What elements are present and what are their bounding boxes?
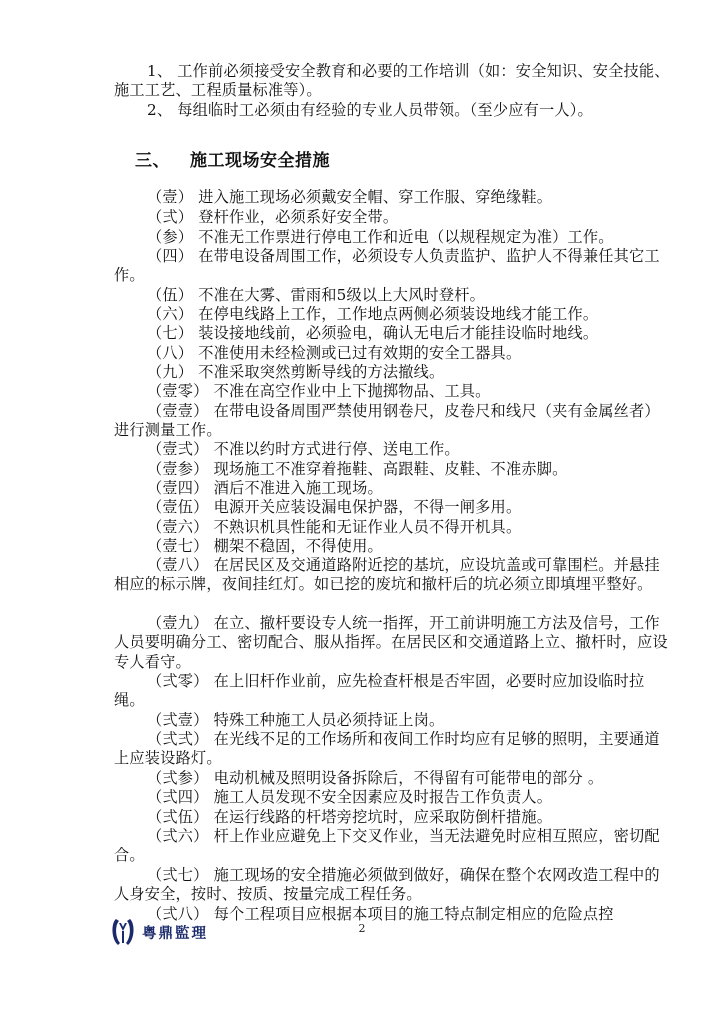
list-item: （四） 在带电设备周围工作，必须设专人负责监护、监护人不得兼任其它工作。 — [114, 247, 660, 285]
logo-text: 粤鼎監理 — [142, 925, 208, 942]
list-item: （八） 不准使用未经检测或已过有效期的安全工器具。 — [147, 344, 522, 362]
list-item: （壹） 进入施工现场必须戴安全帽、穿工作服、穿绝缘鞋。 — [147, 188, 553, 206]
section-number: 三、 — [135, 151, 170, 171]
list-item: （弍零） 在上旧杆作业前，应先检查杆根是否牢固，必要时应加设临时拉绳。 — [114, 672, 645, 710]
list-item: （弍弍） 在光线不足的工作场所和夜间工作时均应有足够的照明，主要通道上应装设路灯。 — [114, 730, 660, 768]
list-item: （参） 不准无工作票进行停电工作和近电（以规程规定为准）工作。 — [147, 228, 614, 246]
list-item: （壹六） 不熟识机具性能和无证作业人员不得开机具。 — [147, 518, 522, 536]
list-item: （弍六） 杆上作业应避免上下交叉作业，当无法避免时应相互照应，密切配合。 — [114, 827, 660, 865]
list-item: （弍伍） 在运行线路的杆塔旁挖坑时，应采取防倒杆措施。 — [147, 808, 553, 826]
list-item: （壹壹） 在带电设备周围严禁使用钢卷尺，皮卷尺和线尺（夹有金属丝者）进行测量工作。 — [114, 402, 660, 440]
intro-paragraph-2: 2、 每组临时工必须由有经验的专业人员带领。（至少应有一人）。 — [147, 101, 593, 119]
list-item: （壹九） 在立、撤杆要设专人统一指挥，开工前讲明施工方法及信号，工作人员要明确分工、密切配合、服从指挥。在居民区和交通道路上立、撤杆时，应设专人看守。 — [114, 614, 668, 671]
list-item: （七） 装设接地线前，必须验电，确认无电后才能挂设临时地线。 — [147, 324, 599, 342]
list-item: （弍四） 施工人员发现不安全因素应及时报告工作负责人。 — [147, 788, 553, 806]
list-item: （壹八） 在居民区及交通道路附近挖的基坑，应设坑盖或可靠围栏。并悬挂相应的标示牌，夜间挂红灯。如已挖的废坑和撤杆后的坑必须立即填埋平整好。 — [114, 556, 660, 594]
list-item: （弍七） 施工现场的安全措施必须做到做好，确保在整个农网改造工程中的人身安全，按时、按质、按量完成工程任务。 — [114, 866, 660, 904]
list-item: （壹伍） 电源开关应装设漏电保护器，不得一闸多用。 — [147, 498, 522, 516]
list-item: （壹七） 棚架不稳固，不得使用。 — [147, 537, 383, 555]
section-title: 施工现场安全措施 — [190, 151, 330, 171]
page-number: 2 — [358, 922, 366, 935]
list-item: （弍八） 每个工程项目应根据本项目的施工特点制定相应的危险点控 — [147, 905, 614, 923]
list-item: （伍） 不准在大雾、雷雨和5级以上大风时登杆。 — [147, 286, 486, 304]
list-item: （九） 不准采取突然剪断导线的方法撤线。 — [147, 363, 445, 381]
list-item: （壹四） 酒后不准进入施工现场。 — [147, 479, 383, 497]
list-item: （壹零） 不准在高空作业中上下抛掷物品、工具。 — [147, 382, 491, 400]
list-item: （壹参） 现场施工不准穿着拖鞋、高跟鞋、皮鞋、不准赤脚。 — [147, 460, 568, 478]
section-heading — [135, 146, 330, 171]
list-item: （弍参） 电动机械及照明设备拆除后，不得留有可能带电的部分 。 — [147, 769, 604, 787]
intro-paragraph-1: 1、 工作前必须接受安全教育和必要的工作培训（如：安全知识、安全技能、施工工艺、工程质量标准等）。 — [114, 62, 670, 100]
list-item: （弍） 登杆作业，必须系好安全带。 — [147, 208, 399, 226]
list-item: （六） 在停电线路上工作，工作地点两侧必须装设地线才能工作。 — [147, 305, 599, 323]
list-item: （壹弍） 不准以约时方式进行停、送电工作。 — [147, 440, 460, 458]
list-item: （弍壹） 特殊工种施工人员必须持证上岗。 — [147, 711, 445, 729]
